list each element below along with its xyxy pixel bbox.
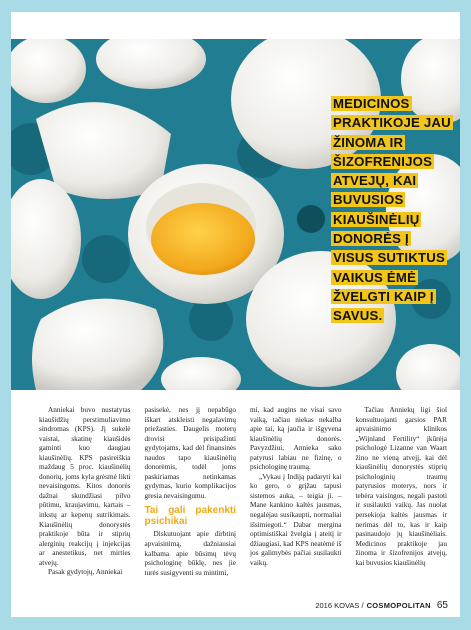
- paragraph: pasisekė, nes jį nepabūgo iškart atskleisti negalavimų priežasties. Daugelis moterų drovisi prisipažinti gydytojams, kad dėl finansinės naudos tapo kiaušinėlių donorėmis, todėl joms paskiriamas netinkamas gydymas, kurio komplikacijos gresia nevaisingumu.: [144, 406, 236, 500]
- section-subheading: Tai gali pakenkti psichikai: [144, 505, 236, 527]
- paragraph: „Vykau į Indiją padaryti kai ko gero, o grįžau tapusi sistemos auka, – teigia ji. – Mane kankino kaltės jausmas, negalėjau susikaupti, normaliai išsimiegoti.“ Dabar mergina optimistiškai žvelgia į ateitį ir džiaugiasi, kad KPS neatėmė iš jos galimybės pačiai susilaukti vaikų.: [250, 472, 342, 567]
- page-number: 65: [436, 600, 448, 611]
- pull-quote: [331, 94, 451, 326]
- pull-quote-text: MEDICINOS PRAKTIKOJE JAU ŽINOMA IR ŠIZOFRENIJOS ATVEJŲ, KAI BUVUSIOS KIAUŠINĖLIŲ DONORĖS Į VISUS SUTIKTUS VAIKUS ĖMĖ ŽVELGTI KAIP Į SAVUS.: [333, 96, 451, 324]
- article-column-4: [356, 406, 448, 602]
- issue-date: 2016 KOVAS /: [315, 601, 364, 610]
- paragraph: Diskutuojant apie dirbtinį apvaisinimą, dažniausiai kalbama apie būsimų tėvų psichologinę būklę, nes jie turės susigyventi su mintimi,: [144, 530, 236, 577]
- article-column-1: [39, 406, 131, 602]
- article-column-3: [250, 406, 342, 602]
- paragraph: Anniekai buvo nustatytas kiaušidžių perstimuliavimo sindromas (KPS). Jį sukelė vaistai, skatinę kiaušidės gaminti kuo daugiau kiaušinėlių. KPS pasireiškia maždaug 5 proc. kiaušinėlių donorių, joms kyla grėsmė likti nevaisingoms. Kitos donorės dažnai skundžiasi pilvo pūtimu, kraujavimu, kartais – inkstų ar kepenų sutrikimais. Kiaušinėlių donorystės praktikoje būta ir stiprių alerginių reakcijų į injekcijas ar anestetikus, net mirties atvejų.: [39, 406, 131, 567]
- magazine-page: [11, 12, 460, 617]
- article-column-2: [145, 406, 237, 602]
- paragraph: Pasak gydytojų, Anniekai: [48, 568, 123, 577]
- paragraph: Tačiau Anniekų ligi šiol konsultuojanti garsios PAR apvaisinimo klinikos „Wijnland Fertility“ įkūrėja psichologė Lizanne van Waart žino ne vieną atvejį, kai dėl kiaušinėlių donorystės stiprių psichologinių traumų patyrusios moterys, nors ir tebėra vaisingos, negali pastoti ir susilaukti vaikų. Jas nuolat persekioja kaltės jausmas ir nerimas dėl to, kas ir kaip pasinaudojo jų kiaušinėliais. Medicinos praktikoje jau žinoma ir šizofrenijos atvejų, kai buvusios kiaušinėlių: [355, 406, 447, 567]
- page-footer: [315, 600, 448, 611]
- article-columns: [39, 406, 447, 602]
- magazine-brand: COSMOPOLITAN: [366, 601, 431, 610]
- paragraph: mi, kad augins ne visai savo vaiką, tačiau niekas nekalba apie tai, ką jaučia ir išgyvena kiaušinėlių donorės. Pavyzdžiui, Annieka sako patyrusi labiau ne fizinę, o psichologinę traumą.: [250, 406, 342, 472]
